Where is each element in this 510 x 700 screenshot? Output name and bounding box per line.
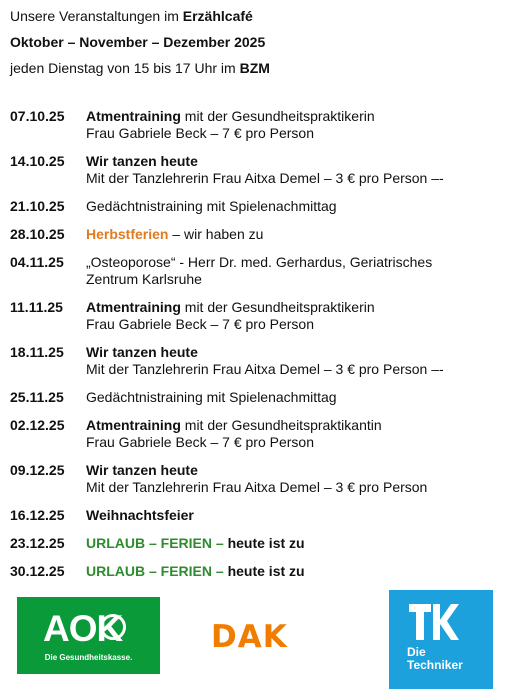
- event-title: Atmentraining: [86, 299, 181, 315]
- event-title: Weihnachtsfeier: [86, 507, 194, 523]
- aok-tagline: Die Gesundheitskasse.: [44, 653, 133, 662]
- event-title: Atmentraining: [86, 417, 181, 433]
- event-title: Herbstferien: [86, 226, 169, 242]
- tk-tagline: [407, 646, 463, 672]
- intro-line: [10, 8, 270, 24]
- event-title: Wir tanzen heute: [86, 462, 198, 478]
- event-details: Frau Gabriele Beck – 7 € pro Person: [86, 434, 315, 450]
- event-date: 04.11.25: [10, 254, 64, 270]
- aok-wordmark: AOK: [43, 608, 123, 649]
- event-description: Gedächtnistraining mit Spielenachmittag: [86, 389, 337, 405]
- event-description: Gedächtnistraining mit Spielenachmittag: [86, 198, 337, 214]
- event-description: mit der Gesundheitspraktikerin: [180, 108, 375, 124]
- schedule-info: [10, 60, 270, 76]
- event-description: heute ist zu: [223, 563, 305, 579]
- event-title: Atmentraining: [86, 108, 181, 124]
- event-row: [10, 563, 505, 580]
- event-date: 02.12.25: [10, 417, 65, 433]
- event-row: [10, 344, 505, 378]
- event-date: 23.12.25: [10, 535, 65, 551]
- event-description: – wir haben zu: [168, 226, 264, 242]
- tk-mark-icon: [409, 604, 459, 644]
- event-row: [10, 462, 505, 496]
- event-title: URLAUB – FERIEN –: [86, 563, 224, 579]
- event-date: 11.11.25: [10, 299, 63, 315]
- event-date: 18.11.25: [10, 344, 64, 360]
- dak-logo: DAK: [211, 619, 288, 655]
- event-row: [10, 507, 505, 524]
- event-list: [10, 108, 505, 591]
- intro-text: Unsere Veranstaltungen im: [10, 8, 183, 24]
- event-row: [10, 417, 505, 451]
- aok-logo: [17, 597, 160, 674]
- tk-tagline-line1: Die: [407, 645, 426, 659]
- event-row: [10, 198, 505, 215]
- event-description: mit der Gesundheitspraktikantin: [180, 417, 382, 433]
- event-date: 14.10.25: [10, 153, 65, 169]
- event-row: [10, 299, 505, 333]
- event-row: [10, 389, 505, 406]
- event-details: Frau Gabriele Beck – 7 € pro Person: [86, 316, 315, 332]
- event-details: Frau Gabriele Beck – 7 € pro Person: [86, 125, 315, 141]
- event-title: URLAUB – FERIEN –: [86, 535, 224, 551]
- event-details: Zentrum Karlsruhe: [86, 271, 202, 287]
- event-row: [10, 226, 505, 243]
- event-date: 25.11.25: [10, 389, 64, 405]
- event-date: 07.10.25: [10, 108, 65, 124]
- event-title: Wir tanzen heute: [86, 344, 198, 360]
- tree-icon: [100, 614, 126, 640]
- tk-tagline-line2: Techniker: [407, 658, 463, 672]
- event-details: Mit der Tanzlehrerin Frau Aitxa Demel – 3 € pro Person –-: [86, 361, 444, 377]
- event-row: [10, 254, 505, 288]
- schedule-text: jeden Dienstag von 15 bis 17 Uhr im: [10, 60, 240, 76]
- event-row: [10, 535, 505, 552]
- location-name: BZM: [239, 60, 270, 76]
- event-date: 16.12.25: [10, 507, 65, 523]
- event-date: 28.10.25: [10, 226, 65, 242]
- period-title: Oktober – November – Dezember 2025: [10, 34, 266, 50]
- event-description: „Osteoporose“ - Herr Dr. med. Gerhardus, Geriatrisches: [86, 254, 433, 270]
- sponsor-logos: [0, 585, 510, 695]
- event-details: Mit der Tanzlehrerin Frau Aitxa Demel – 3 € pro Person: [86, 479, 428, 495]
- event-date: 09.12.25: [10, 462, 65, 478]
- event-details: Mit der Tanzlehrerin Frau Aitxa Demel – 3 € pro Person –-: [86, 170, 444, 186]
- event-date: 21.10.25: [10, 198, 65, 214]
- event-row: [10, 108, 505, 142]
- event-row: [10, 153, 505, 187]
- event-description: mit der Gesundheitspraktikerin: [180, 299, 375, 315]
- event-description: heute ist zu: [223, 535, 305, 551]
- event-title: Wir tanzen heute: [86, 153, 198, 169]
- event-date: 30.12.25: [10, 563, 65, 579]
- venue-name: Erzählcafé: [182, 8, 253, 24]
- tk-logo: [389, 590, 493, 689]
- header: [10, 8, 270, 76]
